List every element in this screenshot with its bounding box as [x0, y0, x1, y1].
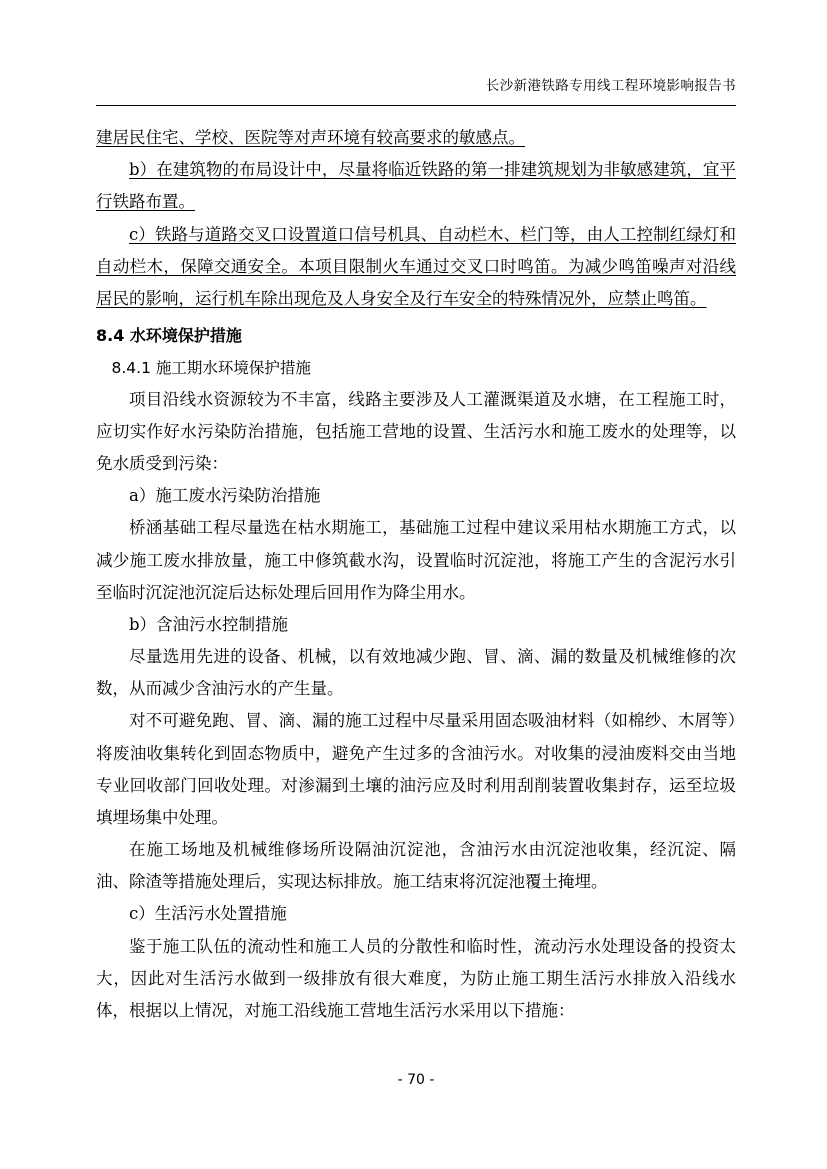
paragraph-item-b: b）在建筑物的布局设计中，尽量将临近铁路的第一排建筑规划为非敏感建筑，宜平行铁路布置。 — [96, 160, 736, 212]
heading-item-b: b）含油污水控制措施 — [129, 614, 289, 634]
heading-item-a: a）施工废水污染防治措施 — [129, 486, 321, 506]
paragraph-b-2: 对不可避免跑、冒、滴、漏的施工过程中尽量采用固态吸油材料（如棉纱、木屑等）将废油收集转化到固态物质中，避免产生过多的含油污水。对收集的浸油废料交由当地专业回收部门回收处理。对渗漏到土壤的油污应及时利用刮削装置收集封存，运至垃圾填埋场集中处理。 — [96, 711, 736, 827]
document-body — [96, 106, 736, 1027]
paragraph-intro: 项目沿线水资源较为不丰富，线路主要涉及人工灌溉渠道及水塘，在工程施工时，应切实作好水污染防治措施，包括施工营地的设置、生活污水和施工废水的处理等，以免水质受到污染： — [96, 389, 736, 473]
heading-item-c: c）生活污水处置措施 — [129, 904, 287, 924]
header-divider — [96, 105, 736, 106]
paragraph-item-c: c）铁路与道路交叉口设置道口信号机具、自动栏木、栏门等，由人工控制红绿灯和自动栏木，保障交通安全。本项目限制火车通过交叉口时鸣笛。为减少鸣笛噪声对沿线居民的影响，运行机车除出现危及人身安全及行车安全的特殊情况外，应禁止鸣笛。 — [96, 224, 736, 308]
paragraph-continued: 建居民住宅、学校、医院等对声环境有较高要求的敏感点。 — [96, 128, 525, 147]
paragraph-a-1: 桥涵基础工程尽量选在枯水期施工，基础施工过程中建议采用枯水期施工方式，以减少施工废水排放量，施工中修筑截水沟，设置临时沉淀池，将施工产生的含泥污水引至临时沉淀池沉淀后达标处理后回用作为降尘用水。 — [96, 518, 736, 602]
page-header — [96, 62, 736, 106]
page-content-area — [96, 62, 736, 1088]
header-title: 长沙新港铁路专用线工程环境影响报告书 — [485, 78, 736, 94]
section-heading-8-4: 8.4 水环境保护措施 — [96, 326, 242, 346]
paragraph-b-1: 尽量选用先进的设备、机械，以有效地减少跑、冒、滴、漏的数量及机械维修的次数，从而减少含油污水的产生量。 — [96, 647, 736, 699]
page-number: - 70 - — [397, 1072, 435, 1088]
subsection-heading-8-4-1: 8.4.1 施工期水环境保护措施 — [111, 359, 311, 378]
paragraph-c-1: 鉴于施工队伍的流动性和施工人员的分散性和临时性，流动污水处理设备的投资太大，因此对生活污水做到一级排放有很大难度，为防止施工期生活污水排放入沿线水体，根据以上情况，对施工沿线施工营地生活污水采用以下措施： — [96, 936, 736, 1020]
paragraph-b-3: 在施工场地及机械维修场所设隔油沉淀池，含油污水由沉淀池收集，经沉淀、隔油、除渣等措施处理后，实现达标排放。施工结束将沉淀池覆土掩埋。 — [96, 840, 736, 892]
